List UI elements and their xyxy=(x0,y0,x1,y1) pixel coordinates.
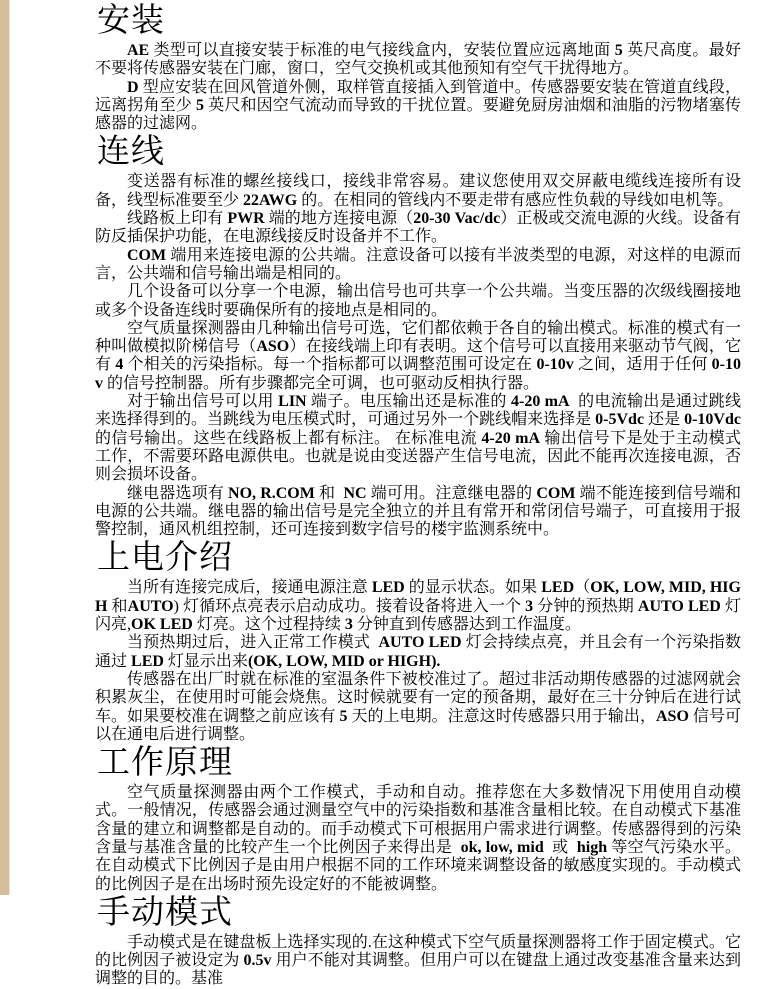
text-run: 灯显示出来 xyxy=(163,652,248,670)
text-run: 英尺高度。最好不要将传感器安装在门廊，窗口，空气交换机或其他预知有空气干扰得地方。 xyxy=(95,42,741,78)
text-run: ）在接线端上印有表明。这个信号可以直接用来驱动节气阀，它有 xyxy=(95,338,741,374)
bold-term: 20-30 Vac/dc xyxy=(413,210,501,228)
text-run: 端可用。注意继电器的 xyxy=(366,484,537,502)
bold-term: PWR xyxy=(227,210,265,228)
text-run: 的。在相同的管线内不要走带有感应性负载的导线如电机等。 xyxy=(297,191,734,209)
paragraph xyxy=(95,210,741,247)
bold-term: AE xyxy=(127,42,150,59)
bold-term: 0-5Vdc xyxy=(595,411,645,429)
bold-term: 3 xyxy=(344,616,353,634)
bold-term: ASO xyxy=(655,707,689,725)
section-heading: 连线 xyxy=(97,134,165,171)
bold-term: OK, LOW, MID, HIGH xyxy=(95,579,741,615)
bold-term: OK LED xyxy=(131,616,193,634)
text-run: 天的上电期。注意这时传感器只用于输出， xyxy=(347,707,656,725)
text-run: 还是 xyxy=(644,411,685,429)
text-run: 等空气污染水平。在自动模式下比例因子是由用户根据不同的工作环境来调整设备的敏感度实现的。手动模式的比例因子是在出场时预先设定好的不能被调整。 xyxy=(95,838,741,893)
paragraph xyxy=(95,173,741,210)
text-run: 空气质量探测器由几种输出信号可选，它们都依赖于各自的输出模式。标准的模式有一种叫做模拟阶梯信号（ xyxy=(95,319,741,356)
text-run: 个相关的污染指标。每一个指标都可以调整范围可设定在 xyxy=(123,356,537,374)
paragraph xyxy=(95,784,741,894)
section-heading: 手动模式 xyxy=(97,894,233,931)
paragraph xyxy=(95,247,741,284)
bold-term: AUTO LED xyxy=(637,597,721,615)
paragraph xyxy=(95,79,741,134)
text-run: 当预热期过后，进入正常工作模式 xyxy=(127,634,379,652)
bold-term: 4 xyxy=(115,356,124,374)
bold-term: AUTO xyxy=(127,597,174,615)
text-run: 型应安装在回风管道外侧，取样管直接插入到管道中。传感器要安装在管道直线段，远离拐角至少 xyxy=(95,78,741,114)
text-run: 继电器选项有 xyxy=(127,484,229,502)
text-run: 信号可以在通电后进行调整。 xyxy=(95,707,741,743)
paragraph xyxy=(95,634,741,671)
bold-term: 0-10v xyxy=(95,356,741,392)
text-run: 变送器有标准的螺丝接线口，接线非常容易。建议您使用双交屏蔽电缆线连接所有设备，线型标准要至少 xyxy=(95,173,741,209)
text-run: 类型可以直接安装于标准的电气接线盒内，安装位置应远离地面 xyxy=(149,42,615,59)
bold-term: D xyxy=(127,78,139,96)
paragraph xyxy=(95,671,741,744)
text-run: 端子。电压输出还是标准的 xyxy=(306,393,511,411)
paragraph xyxy=(95,579,741,634)
text-run: 输出信号下是处于主动模式工作，不需要环路电源供电。也就是说由变送器产生信号电流，因此不能再次连接电源，否则会损坏设备。 xyxy=(95,429,741,484)
paragraph xyxy=(95,393,745,484)
bold-term: NO, R.COM xyxy=(228,484,315,502)
text-run: 英尺和因空气流动而导致的干扰位置。要避免厨房油烟和油脂的污物堵塞传感器的过滤网。 xyxy=(95,96,741,133)
bold-term: LIN xyxy=(278,393,307,411)
paragraph xyxy=(95,283,741,320)
bold-term: LED xyxy=(371,579,405,597)
text-run: ) 灯循环点亮表示启动成功。接着设备将进入一个 xyxy=(173,597,526,615)
text-run: 端用来连接电源的公共端。注意设备可以接有半波类型的电源，对这样的电源而言，公共端和信号输出端是相同的。 xyxy=(95,246,741,282)
bold-term: 0-10v xyxy=(536,356,574,374)
text-run: 或 xyxy=(543,838,577,856)
bold-term: AUTO LED xyxy=(378,634,462,652)
text-run: 灯会持续点亮，并且会有一个污染指数通过 xyxy=(95,634,741,670)
text-run: 的显示状态。如果 xyxy=(404,579,542,597)
paragraph xyxy=(95,485,741,540)
text-run: 灯闪亮, xyxy=(95,597,741,634)
text-run: 和 xyxy=(107,597,128,615)
section-heading: 上电介绍 xyxy=(97,540,233,577)
text-run: 线路板上印有 xyxy=(127,210,228,228)
paragraph xyxy=(95,934,741,989)
bold-term: 4-20 mA xyxy=(510,393,570,411)
text-run: 空气质量探测器由两个工作模式，手动和自动。推荐您在大多数情况下用使用自动模式。一般情况，传感器会通过测量空气中的污染指数和基准含量相比较。在自动模式下基准含量的建立和调整都是自动的。而手动模式下可根据用户需求进行调整。传感器得到的污染含量与基准含量的比较产生一个比例因子来得出是 xyxy=(95,784,741,856)
paragraph xyxy=(95,320,741,393)
bold-term: COM xyxy=(536,484,576,502)
bold-term: NC xyxy=(343,484,367,502)
text-run: 对于输出信号可以用 xyxy=(127,393,279,411)
text-run: 分钟直到传感器达到工作温度。 xyxy=(352,616,581,634)
text-run: 灯亮。这个过程持续 xyxy=(192,616,345,634)
bold-term: ASO xyxy=(256,338,290,356)
bold-term: COM xyxy=(127,246,167,264)
text-run: 的信号控制器。所有步骤都完全可调，也可驱动反相执行器。 xyxy=(103,374,540,392)
text-run: 几个设备可以分享一个电源，输出信号也可共享一个公共端。当变压器的次级线圈接地或多个设备连线时要确保所有的接地点是相同的。 xyxy=(95,283,741,319)
text-run: 当所有连接完成后，接通电源注意 xyxy=(127,579,372,597)
bold-term: LED xyxy=(131,652,164,670)
text-run: 分钟的预热期 xyxy=(533,597,638,615)
text-run: 用户不能对其调整。但用户可以在键盘上通过改变基准含量来达到调整的目的。基准 xyxy=(95,952,741,988)
text-run: 和 xyxy=(314,484,344,502)
bold-term: 3 xyxy=(525,597,534,615)
bold-term: 5 xyxy=(614,42,623,59)
bold-term: (OK, LOW, MID or HIGH). xyxy=(247,652,441,670)
paragraph xyxy=(95,42,741,79)
bold-term: 22AWG xyxy=(243,191,298,209)
bold-term: 5 xyxy=(339,707,348,725)
bold-term: 0.5v xyxy=(243,952,272,970)
section-heading: 安装 xyxy=(97,3,165,39)
text-run: 手动模式是在键盘板上选择实现的.在这种模式下空气质量探测器将工作于固定模式。它的比例因子被设定为 xyxy=(95,933,741,970)
text-run: ）正极或交流电源的火线。设备有防反插保护功能，在电源线接反时设备并不工作。 xyxy=(95,210,741,246)
bold-term: 5 xyxy=(196,96,205,114)
text-run: （ xyxy=(574,579,591,597)
section-heading: 工作原理 xyxy=(97,745,233,782)
text-run: 传感器在出厂时就在标准的室温条件下被校准过了。超过非活动期传感器的过滤网就会积累灰尘，在使用时可能会烧焦。这时候就要有一定的预备期，最好在三十分钟后在进行试车。如果要校准在调整之前应该有 xyxy=(95,670,741,725)
bold-term: 4-20 mA xyxy=(481,429,541,447)
text-run: 端的地方连接电源（ xyxy=(264,210,414,228)
text-run: 之间，适用于任何 xyxy=(573,356,712,374)
text-run: 的电流输出是通过跳线来选择得到的。当跳线为电压模式时，可通过另外一个跳线帽来选择是 xyxy=(95,393,741,429)
text-run: 的信号输出。这些在线路板上都有标注。 在标准电流 xyxy=(95,411,745,447)
bold-term: 0-10Vdc xyxy=(684,411,741,429)
text-run: 端不能连接到信号端和电源的公共端。继电器的输出信号是完全独立的并且有常开和常闭信号端子，可直接用于报警控制，通风机组控制，还可连接到数字信号的楼宇监测系统中。 xyxy=(95,484,741,539)
bold-term: LED xyxy=(541,579,575,597)
bold-term: ok, low, mid xyxy=(460,838,544,856)
bold-term: high xyxy=(576,838,608,856)
